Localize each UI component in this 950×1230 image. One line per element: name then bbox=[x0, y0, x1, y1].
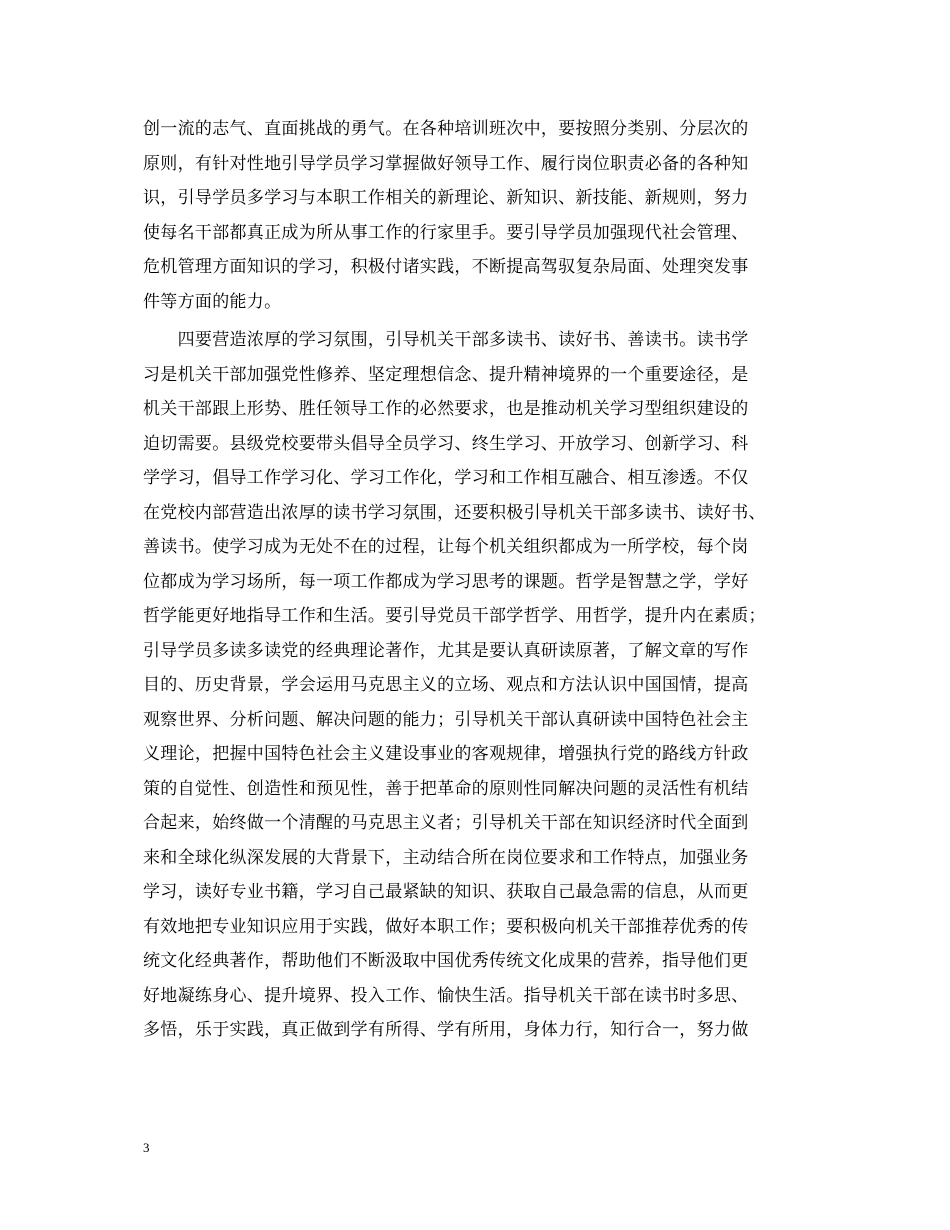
text-line: 原则，有针对性地引导学员学习掌握做好领导工作、履行岗位职责必备的各种知 bbox=[143, 153, 749, 174]
text-line: 观察世界、分析问题、解决问题的能力；引导机关干部认真研读中国特色社会主 bbox=[143, 709, 749, 730]
text-line: 位都成为学习场所，每一项工作都成为学习思考的课题。哲学是智慧之学，学好 bbox=[143, 571, 749, 592]
text-line: 迫切需要。县级党校要带头倡导全员学习、终生学习、开放学习、创新学习、科 bbox=[143, 433, 749, 454]
text-line: 多悟，乐于实践，真正做到学有所得、学有所用，身体力行，知行合一，努力做 bbox=[143, 1020, 749, 1040]
text-line: 在党校内部营造出浓厚的读书学习氛围，还要积极引导机关干部多读书、读好书、 bbox=[143, 502, 766, 523]
text-line: 使每名干部都真正成为所从事工作的行家里手。要引导学员加强现代社会管理、 bbox=[143, 222, 749, 243]
text-line: 来和全球化纵深发展的大背景下，主动结合所在岗位要求和工作特点，加强业务 bbox=[143, 847, 749, 868]
text-line: 件等方面的能力。 bbox=[143, 291, 282, 312]
text-line: 合起来，始终做一个清醒的马克思主义者；引导机关干部在知识经济时代全面到 bbox=[143, 813, 749, 833]
text-line: 四要营造浓厚的学习氛围，引导机关干部多读书、读好书、善读书。读书学 bbox=[143, 330, 749, 350]
paragraph-1 bbox=[143, 112, 815, 319]
body-text bbox=[143, 112, 815, 1048]
text-line: 善读书。使学习成为无处不在的过程，让每个机关组织都成为一所学校，每个岗 bbox=[143, 537, 749, 557]
text-line: 危机管理方面知识的学习，积极付诸实践，不断提高驾驭复杂局面、处理突发事 bbox=[143, 257, 749, 277]
text-line: 目的、历史背景，学会运用马克思主义的立场、观点和方法认识中国国情，提高 bbox=[143, 675, 749, 695]
text-line: 策的自觉性、创造性和预见性，善于把革命的原则性同解决问题的灵活性有机结 bbox=[143, 778, 749, 799]
text-line: 学习，读好专业书籍，学习自己最紧缺的知识、获取自己最急需的信息，从而更 bbox=[143, 882, 749, 902]
text-line: 机关干部跟上形势、胜任领导工作的必然要求，也是推动机关学习型组织建设的 bbox=[143, 399, 749, 419]
text-line: 创一流的志气、直面挑战的勇气。在各种培训班次中，要按照分类别、分层次的 bbox=[143, 119, 749, 139]
text-line: 识，引导学员多学习与本职工作相关的新理论、新知识、新技能、新规则，努力 bbox=[143, 188, 749, 208]
text-line: 习是机关干部加强党性修养、坚定理想信念、提升精神境界的一个重要途径，是 bbox=[143, 364, 749, 385]
page-number: 3 bbox=[143, 1140, 150, 1155]
text-line: 统文化经典著作，帮助他们不断汲取中国优秀传统文化成果的营养，指导他们更 bbox=[143, 951, 749, 971]
text-line: 哲学能更好地指导工作和生活。要引导党员干部学哲学、用哲学，提升内在素质； bbox=[143, 606, 766, 626]
text-line: 有效地把专业知识应用于实践，做好本职工作；要积极向机关干部推荐优秀的传 bbox=[143, 916, 749, 937]
text-line: 学学习，倡导工作学习化、学习工作化，学习和工作相互融合、相互渗透。不仅 bbox=[143, 468, 749, 488]
text-line: 引导学员多读多读党的经典理论著作，尤其是要认真研读原著，了解文章的写作 bbox=[143, 640, 749, 661]
paragraph-2 bbox=[143, 323, 815, 1048]
text-line: 义理论，把握中国特色社会主义建设事业的客观规律，增强执行党的路线方针政 bbox=[143, 744, 749, 764]
text-line: 好地凝练身心、提升境界、投入工作、愉快生活。指导机关干部在读书时多思、 bbox=[143, 985, 749, 1006]
